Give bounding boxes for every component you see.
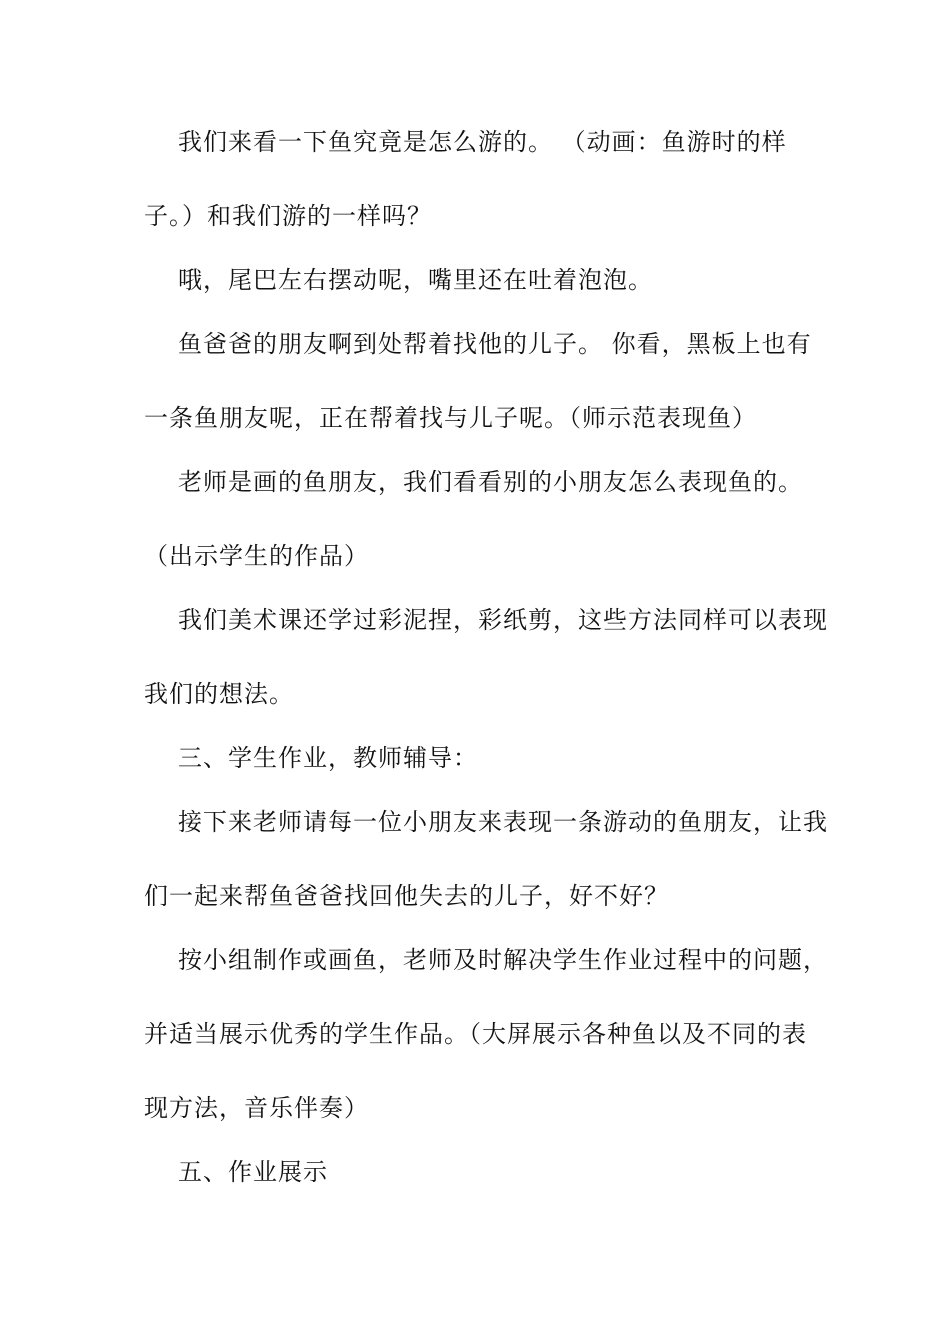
paragraph-line: 子。）和我们游的一样吗？ (144, 202, 432, 230)
paragraph-line: 现方法，音乐伴奏） (144, 1094, 369, 1122)
paragraph-line: 一条鱼朋友呢，正在帮着找与儿子呢。（师示范表现鱼） (144, 404, 757, 432)
paragraph-line: 们一起来帮鱼爸爸找回他失去的儿子，好不好？ (144, 882, 669, 910)
paragraph-line: 哦，尾巴左右摆动呢，嘴里还在吐着泡泡。 (178, 266, 653, 294)
section-heading: 三、学生作业，教师辅导： (178, 744, 478, 772)
paragraph-line: 按小组制作或画鱼，老师及时解决学生作业过程中的问题， (178, 946, 828, 974)
paragraph-line: 我们的想法。 (144, 680, 294, 708)
paragraph-line: 我们来看一下鱼究竟是怎么游的。 （动画：鱼游时的样 (178, 128, 787, 156)
paragraph-line: 我们美术课还学过彩泥捏，彩纸剪，这些方法同样可以表现 (178, 606, 828, 634)
paragraph-line: 接下来老师请每一位小朋友来表现一条游动的鱼朋友，让我 (178, 808, 828, 836)
paragraph-line: 鱼爸爸的朋友啊到处帮着找他的儿子。 你看，黑板上也有 (178, 330, 812, 358)
paragraph-line: 老师是画的鱼朋友，我们看看别的小朋友怎么表现鱼的。 (178, 468, 803, 496)
paragraph-line: （出示学生的作品） (144, 542, 369, 570)
section-heading: 五、作业展示 (178, 1158, 328, 1186)
paragraph-line: 并适当展示优秀的学生作品。（大屏展示各种鱼以及不同的表 (144, 1020, 807, 1048)
